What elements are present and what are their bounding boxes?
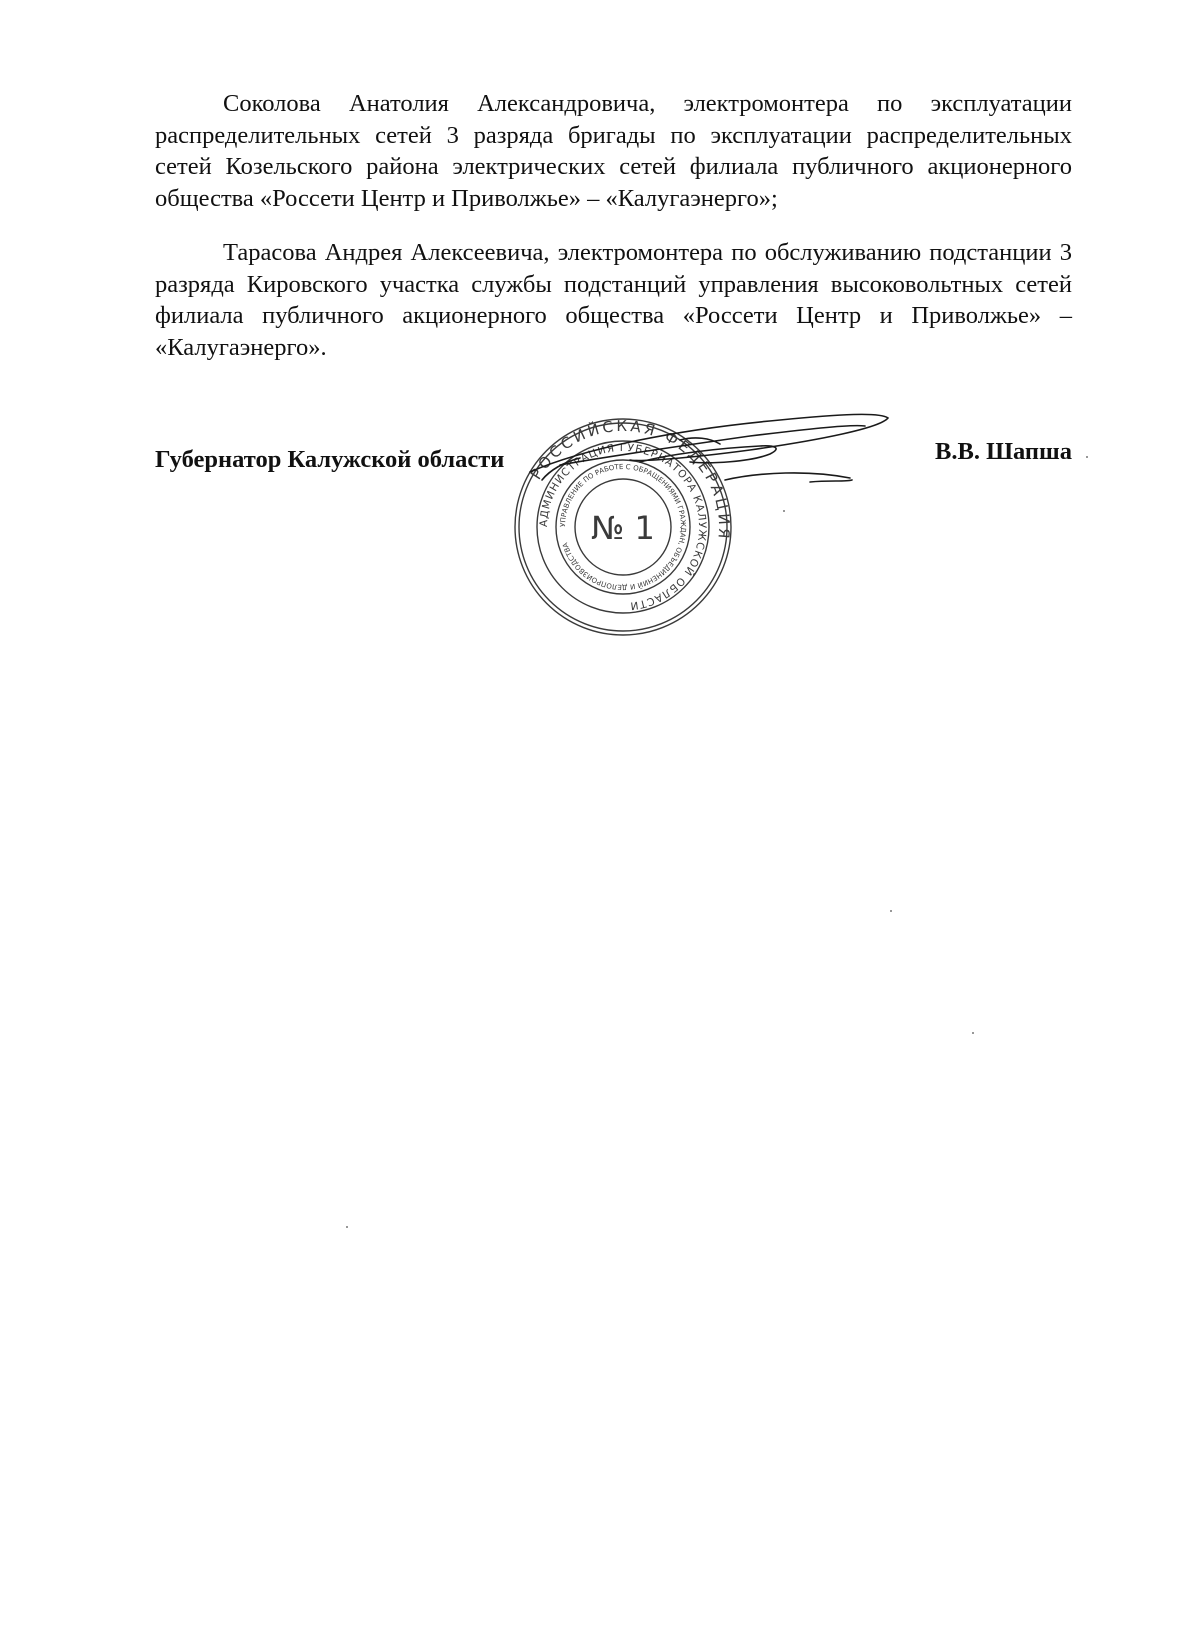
scan-speck	[972, 1032, 974, 1034]
signatory-name: В.В. Шапша	[935, 438, 1072, 465]
handwritten-signature	[520, 410, 950, 530]
seal-middle-ring-text: АДМИНИСТРАЦИЯ ГУБЕРНАТОРА КАЛУЖСКОЙ ОБЛАСТИ	[537, 441, 709, 612]
scan-speck	[890, 910, 892, 912]
scan-speck	[1086, 456, 1088, 458]
scan-speck	[783, 510, 785, 512]
award-paragraph-sokolov: Соколова Анатолия Александровича, электромонтера по эксплуатации распределительных сетей 3 разряда бригады по эксплуатации распределительных сетей Козельского района электрических сетей филиала публичного акционерного общества «Россети Центр и Приволжье» – «Калугаэнерго»;	[155, 90, 1072, 212]
scan-speck	[346, 1226, 348, 1228]
seal-outer-ring-text: РОССИЙСКАЯ ФЕДЕРАЦИЯ	[526, 416, 734, 543]
seal-center-number: № 1	[591, 509, 655, 547]
seal-inner-ring-text: УПРАВЛЕНИЕ ПО РАБОТЕ С ОБРАЩЕНИЯМИ ГРАЖДАН, ОБЪЕДИНЕНИЙ И ДЕЛОПРОИЗВОДСТВА	[558, 462, 688, 592]
award-paragraph-tarasov: Тарасова Андрея Алексеевича, электромонтера по обслуживанию подстанции 3 разряда Кировского участка службы подстанций управления высоковольтных сетей филиала публичного акционерного общества «Россети Центр и Приволжье» – «Калугаэнерго».	[155, 239, 1072, 361]
signatory-position-title: Губернатор Калужской области	[155, 446, 505, 473]
